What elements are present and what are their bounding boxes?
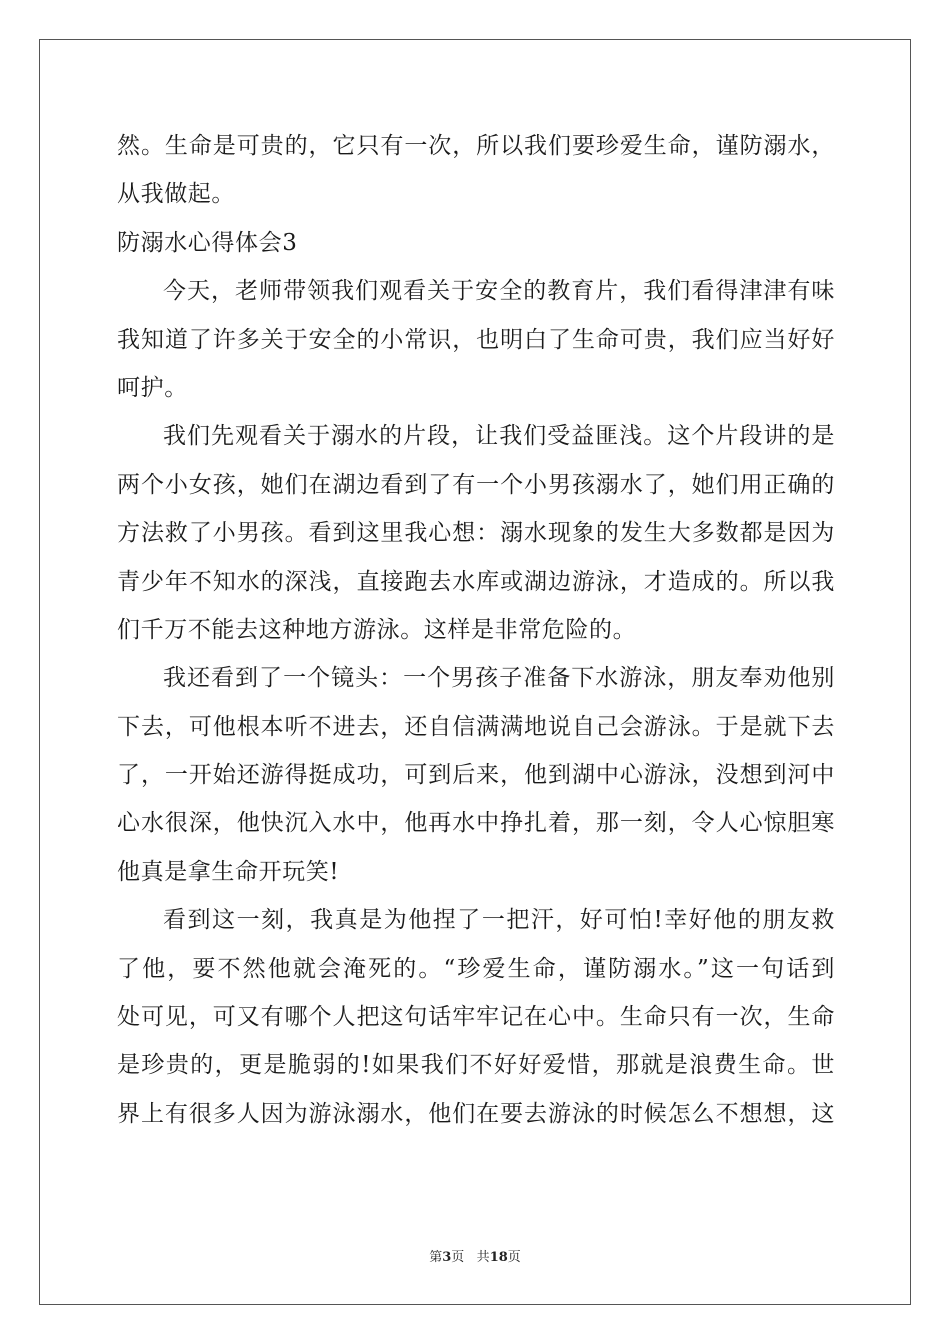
total-prefix: 共 <box>476 1250 490 1265</box>
text-line: 方法救了小男孩。看到这里我心想：溺水现象的发生大多数都是因为 <box>117 520 835 547</box>
text-line: 我知道了许多关于安全的小常识，也明白了生命可贵，我们应当好好 <box>117 326 835 353</box>
text-line: 然。生命是可贵的，它只有一次，所以我们要珍爱生命，谨防溺水， <box>117 133 835 159</box>
text-line: 他真是拿生命开玩笑! <box>117 858 340 885</box>
text-line: 下去，可他根本听不进去，还自信满满地说自己会游泳。于是就下去 <box>117 713 835 740</box>
total-pages: 18 <box>489 1250 508 1265</box>
paragraph-first-line: 我还看到了一个镜头：一个男孩子准备下水游泳，朋友奉劝他别 <box>163 665 835 692</box>
text-line: 两个小女孩，她们在湖边看到了有一个小男孩溺水了，她们用正确的 <box>117 471 835 498</box>
text-line: 界上有很多人因为游泳溺水，他们在要去游泳的时候怎么不想想，这 <box>117 1100 835 1127</box>
total-suffix: 页 <box>507 1250 521 1265</box>
text-line: 心水很深，他快沉入水中，他再水中挣扎着，那一刻，令人心惊胆寒 <box>117 810 835 837</box>
text-line: 呵护。 <box>117 374 188 401</box>
page-prefix: 第 <box>429 1250 443 1265</box>
page-number: 3 <box>442 1250 452 1265</box>
paragraph-first-line: 看到这一刻，我真是为他捏了一把汗，好可怕!幸好他的朋友救 <box>163 907 835 934</box>
paragraph-first-line: 今天，老师带领我们观看关于安全的教育片，我们看得津津有味 <box>163 278 835 305</box>
page-suffix: 页 <box>451 1250 465 1265</box>
text-line: 青少年不知水的深浅，直接跑去水库或湖边游泳，才造成的。所以我 <box>117 568 835 595</box>
page-footer <box>0 1246 950 1265</box>
text-line: 了，一开始还游得挺成功，可到后来，他到湖中心游泳，没想到河中 <box>117 762 835 789</box>
text-line: 了他，要不然他就会淹死的。“珍爱生命，谨防溺水。”这一句话到 <box>117 955 835 982</box>
document-body <box>117 128 835 1144</box>
text-line: 们千万不能去这种地方游泳。这样是非常危险的。 <box>117 616 637 643</box>
paragraph-first-line: 我们先观看关于溺水的片段，让我们受益匪浅。这个片段讲的是 <box>163 423 835 450</box>
section-heading: 防溺水心得体会3 <box>117 229 298 256</box>
text-line: 是珍贵的，更是脆弱的!如果我们不好好爱惜，那就是浪费生命。世 <box>117 1052 835 1079</box>
text-line: 从我做起。 <box>117 181 235 208</box>
text-line: 处可见，可又有哪个人把这句话牢牢记在心中。生命只有一次，生命 <box>117 1004 835 1031</box>
